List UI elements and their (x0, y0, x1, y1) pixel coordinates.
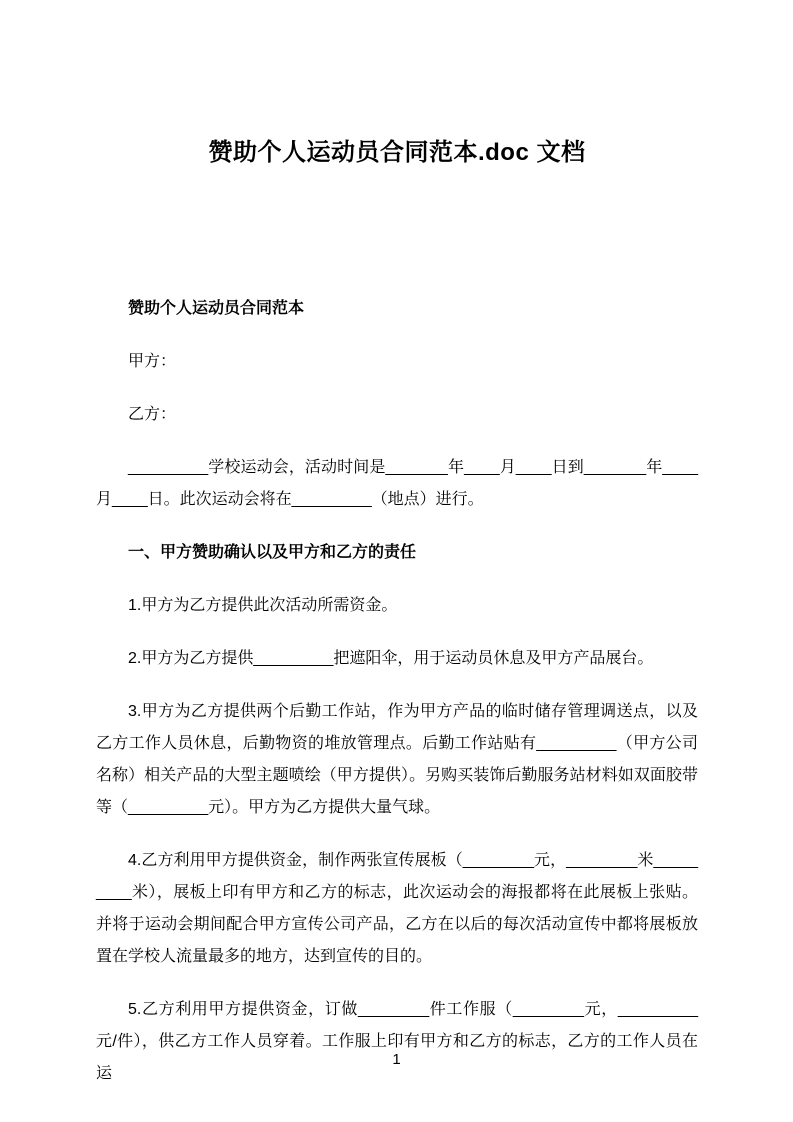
party-b-line: 乙方： (128, 406, 177, 423)
party-a-line: 甲方： (128, 353, 177, 370)
section-1-heading: 一、甲方赞助确认以及甲方和乙方的责任 (128, 544, 417, 561)
contract-title-line: 赞助个人运动员合同范本 (128, 300, 305, 317)
clause-3: 3.甲方为乙方提供两个后勤工作站，作为甲方产品的临时储存管理调送点，以及乙方工作人员休息，后勤物资的堆放管理点。后勤工作站贴有_________（甲方公司名称）相关产品的大型主题喷绘（甲方提供）。另购买装饰后勤服务站材料如双面胶带等（_________元）。甲方为乙方提供大量气球。 (96, 703, 698, 816)
page-number: 1 (392, 1051, 401, 1068)
clause-2: 2.甲方为乙方提供_________把遮阳伞，用于运动员休息及甲方产品展台。 (128, 650, 654, 667)
clause-5: 5.乙方利用甲方提供资金，订做________件工作服（________元，_________元/件），供乙方工作人员穿着。工作服上印有甲方和乙方的标志，乙方的工作人员在运 (96, 1001, 698, 1082)
page-title: 赞助个人运动员合同范本.doc 文档 (208, 139, 586, 166)
document-body (96, 293, 698, 1090)
intro-paragraph: _________学校运动会，活动时间是_______年____月____日到_______年____月____日。此次运动会将在_________（地点）进行。 (96, 459, 698, 508)
clause-1: 1.甲方为乙方提供此次活动所需资金。 (128, 597, 398, 614)
clause-4: 4.乙方利用甲方提供资金，制作两张宣传展板（________元，________米_________米），展板上印有甲方和乙方的标志，此次运动会的海报都将在此展板上张贴。并将于运动会期间配合甲方宣传公司产品，乙方在以后的每次活动宣传中都将展板放置在学校人流量最多的地方，达到宣传的目的。 (96, 852, 698, 965)
